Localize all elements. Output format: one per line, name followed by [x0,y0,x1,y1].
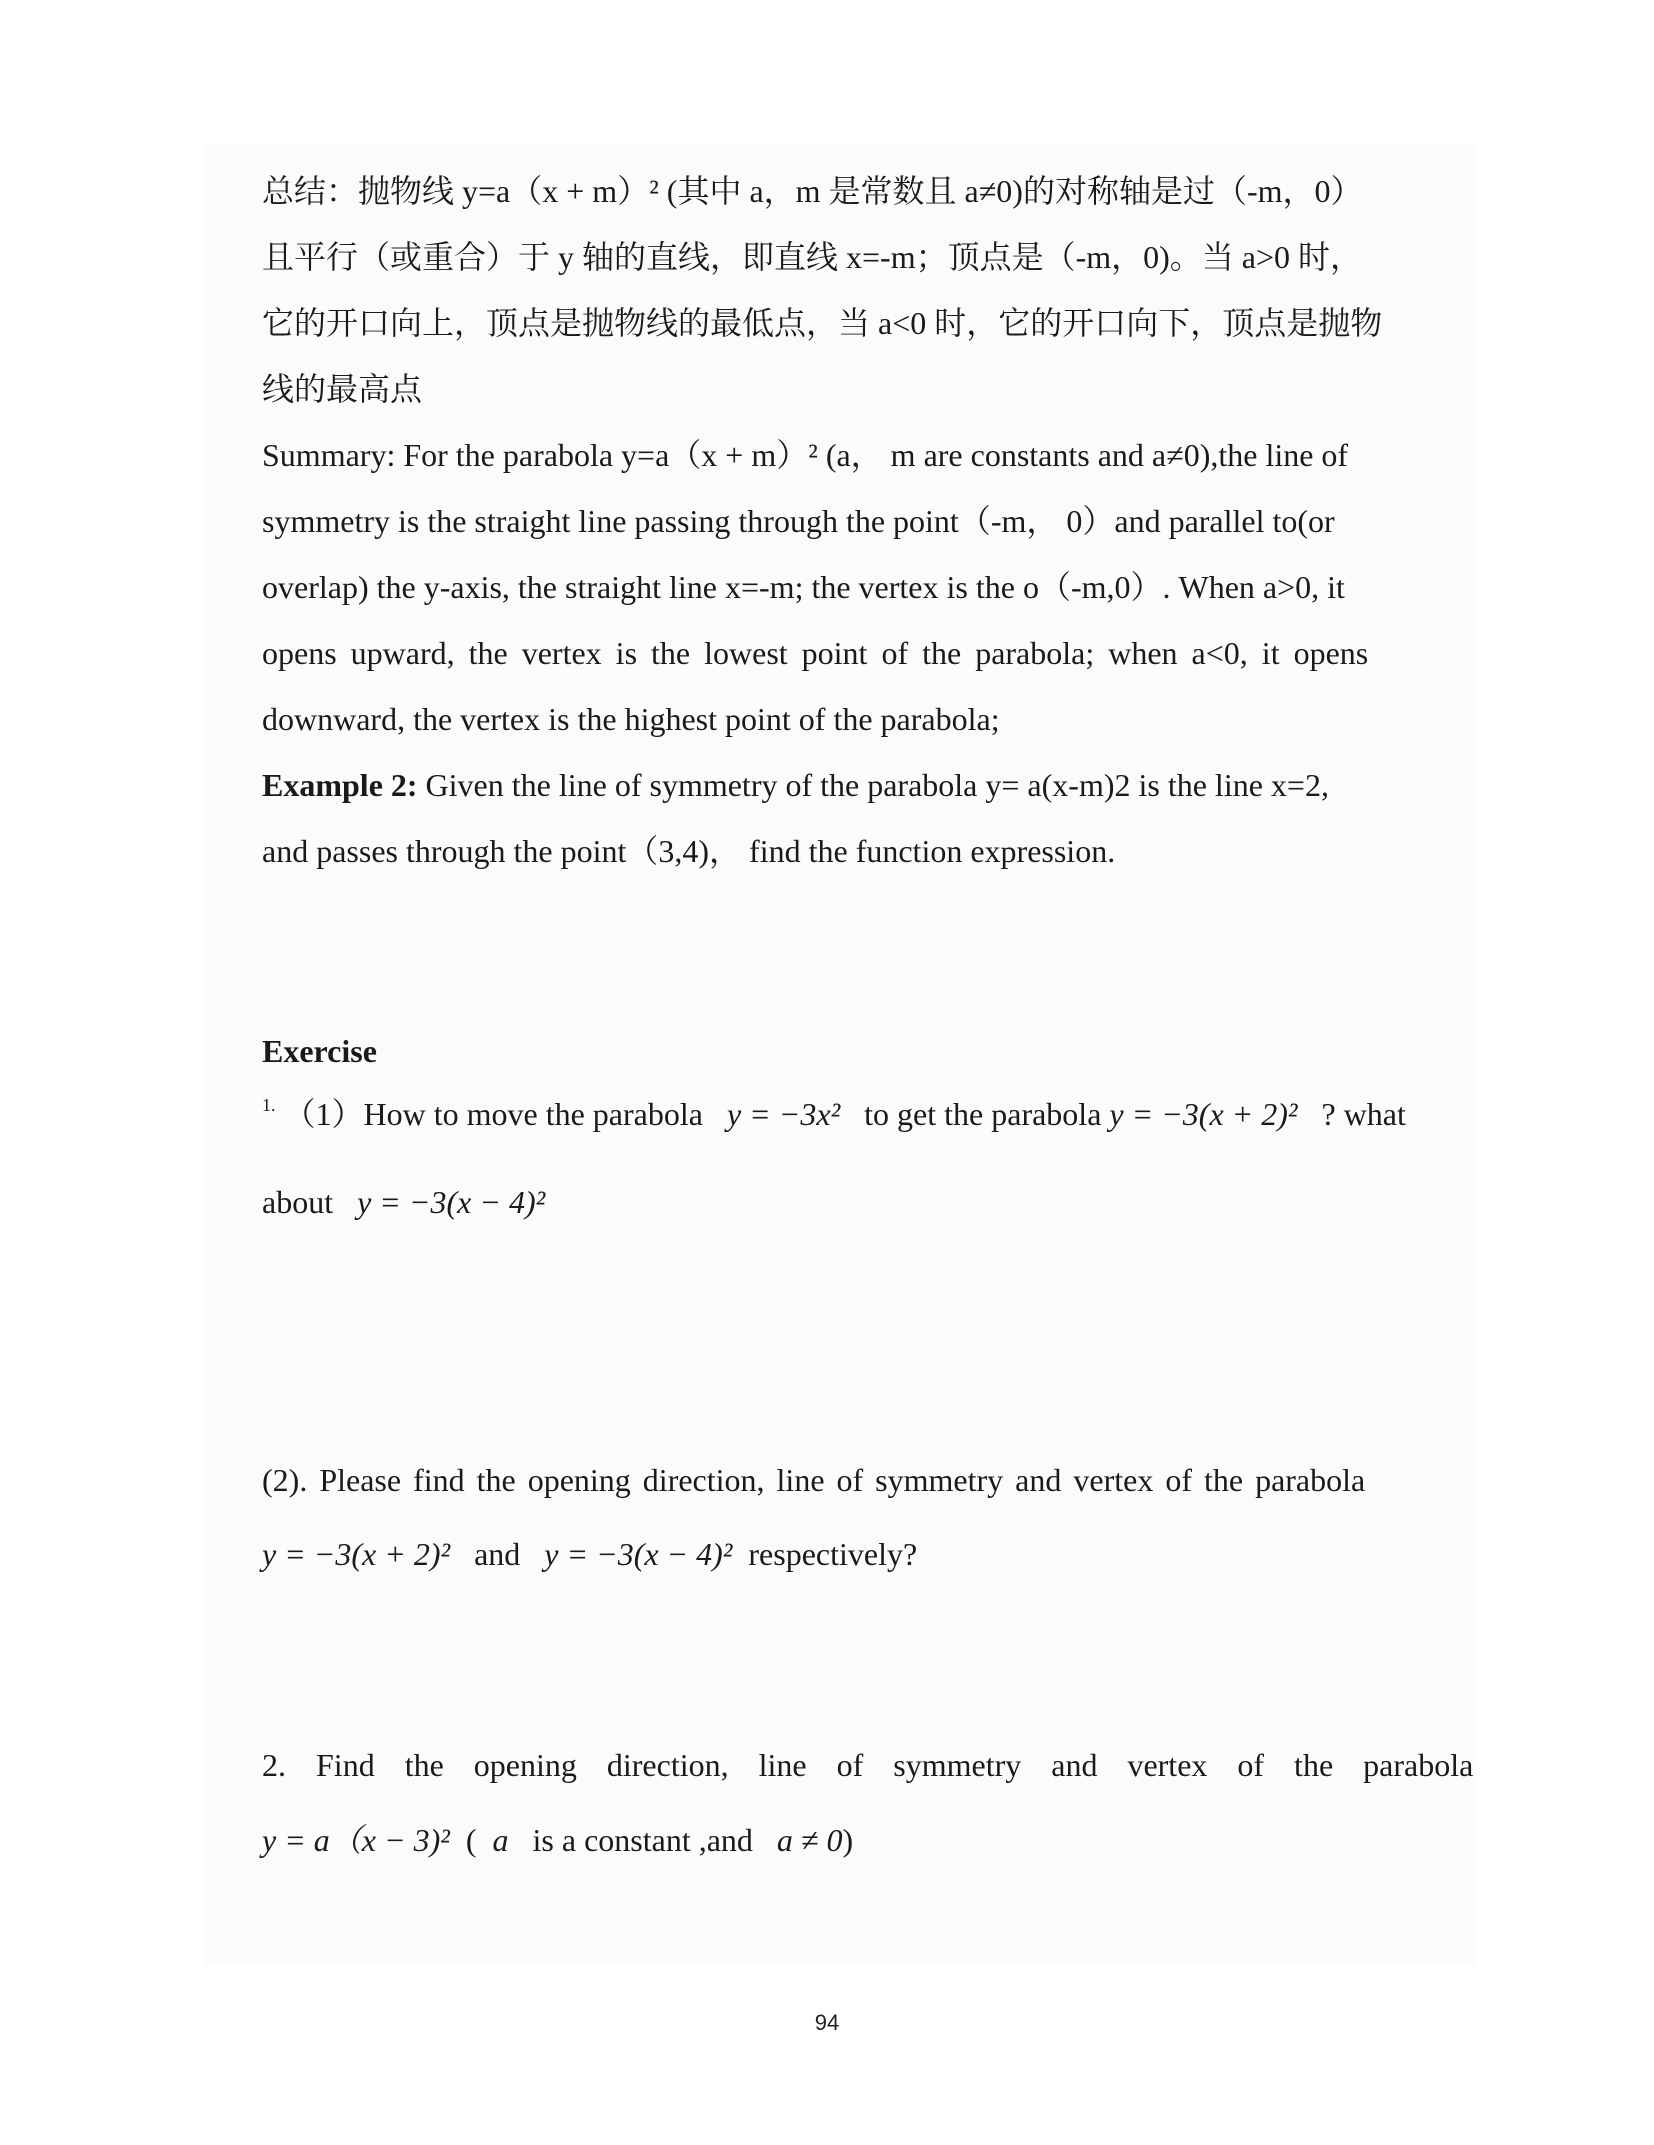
question-1-about [262,1182,1422,1222]
summary-cn-line-1: 总结：抛物线 y=a（x + m）² (其中 a，m 是常数且 a≠0)的对称轴是过（-m，0） [262,173,1363,209]
summary-en-line-3: overlap) the y-axis, the straight line x=-m; the vertex is the o（-m,0）. When a>0, it [262,569,1345,605]
question-1-part-2-equations [262,1534,1422,1574]
question-1-equation-1: y = −3x² [726,1096,841,1132]
exercise-heading: Exercise [262,1033,377,1069]
question-1-equation-2: y = −3(x + 2)² [1109,1096,1298,1132]
question-1-part-2-and: and [474,1536,521,1572]
question-1-text-b: to get the parabola [864,1096,1102,1132]
question-1-part-2-equation-2: y = −3(x − 4)² [544,1536,733,1572]
summary-en-line-2: symmetry is the straight line passing through the point（-m， 0）and parallel to(or [262,503,1335,539]
question-1-equation-3: y = −3(x − 4)² [357,1184,546,1220]
question-1-text-c: ? what [1321,1096,1406,1132]
question-2-close-paren: ) [842,1822,854,1858]
summary-chinese [262,158,1422,422]
question-1-text-a: （1）How to move the parabola [283,1096,703,1132]
question-1-number: 1. [262,1095,276,1115]
question-1-part-2 [262,1460,1422,1500]
question-1-part-2-line-1: (2). Please find the opening direction, line of symmetry and vertex of the parabola [262,1462,1366,1498]
example-2-label: Example 2: [262,767,418,803]
summary-cn-line-2: 且平行（或重合）于 y 轴的直线，即直线 x=-m；顶点是（-m，0)。当 a>0 时， [262,239,1363,275]
question-2-open-paren: ( [465,1822,477,1858]
question-2-condition: a ≠ 0 [776,1822,843,1858]
question-2 [262,1745,1474,1785]
question-2-equation: y = a（x − 3)² [262,1822,450,1858]
summary-english [262,422,1422,752]
question-2-middle-text: is a constant ,and [532,1822,753,1858]
summary-en-line-5: downward, the vertex is the highest point of the parabola; [262,701,1000,737]
example-2-line-2: and passes through the point（3,4)， find the function expression. [262,833,1116,869]
summary-cn-line-4: 线的最高点 [262,371,423,407]
exercise-section [262,1018,1422,1084]
summary-en-line-4: opens upward, the vertex is the lowest point of the parabola; when a<0, it opens [262,635,1369,671]
example-2 [262,752,1422,884]
summary-cn-line-3: 它的开口向上，顶点是抛物线的最低点，当 a<0 时，它的开口向下，顶点是抛物 [262,305,1383,341]
question-2-equation-line [262,1820,1422,1860]
question-1-about-label: about [262,1184,334,1220]
question-2-line-1: 2. Find the opening direction, line of symmetry and vertex of the parabola [262,1747,1474,1783]
example-2-line-1: Given the line of symmetry of the parabola y= a(x-m)2 is the line x=2, [425,767,1329,803]
summary-en-line-1: Summary: For the parabola y=a（x + m）² (a， m are constants and a≠0),the line of [262,437,1349,473]
question-1-part-1 [262,1094,1422,1134]
question-1-part-2-equation-1: y = −3(x + 2)² [262,1536,451,1572]
question-2-constant-a: a [492,1822,509,1858]
page-number: 94 [814,2010,840,2035]
question-1-part-2-tail: respectively? [748,1536,918,1572]
